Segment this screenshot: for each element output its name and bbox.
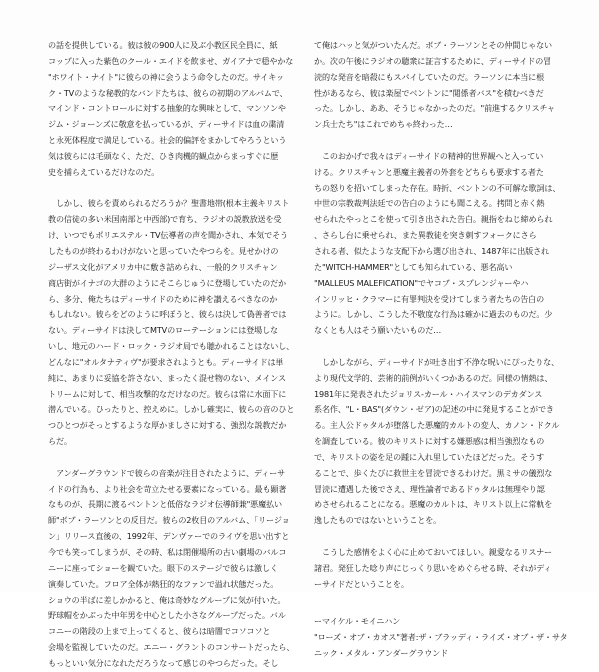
text-line: なものが、長期に渡るベントンと低俗なラジオ伝導師兼"悪魔払い	[48, 499, 282, 510]
text-line: より現代文学的、芸術的前例がいくつかあるのだ。同様の情熱は、	[314, 372, 553, 383]
text-line: 演奏していた。フロア全体が熱狂的なファンで溢れ状態だった。	[48, 578, 279, 589]
text-line: 諸君。発狂した唸り声にじっくり思いをめぐらせる時、それがディ	[314, 562, 552, 573]
text-line: イドの行為も、より社会を苛立たせる要素になっている。最も顕著	[48, 483, 287, 494]
text-line: 教の信徒の多い米国南部と中西部)で育ち、ラジオの説教放送を受	[48, 214, 282, 225]
text-line: 性があるなら、彼は楽屋でベントンに"閲係者バス"を積むべきだ	[314, 87, 544, 98]
text-line: た"WITCH-HAMMER"としても知られている、悪名高い	[314, 261, 513, 272]
text-line: の話を提供している。彼は彼の900人に及ぶ小教区民全員に、紙	[48, 40, 278, 50]
right-text-column	[314, 38, 584, 662]
text-line: ちの怒りを招いてしまった存在。時折、ベントンの不可解な歌詞は、	[314, 182, 561, 193]
text-line: 気は彼らには毛頭なく、ただ、ひき肉機的観点からまっすぐに歴	[48, 150, 279, 161]
text-line: 野球帽をかぶった中年男を中心とした小さなグループだった。バル	[48, 610, 286, 621]
text-line: 師"ボブ・ラーソンとの反目だ。彼らの2枚目のアルバム、「リージョ	[48, 515, 290, 526]
text-line: どんなに"オルタナティヴ"が要求されようとも。ディーサイドは単	[48, 356, 284, 367]
credit-book-title-line-2: ニック・メタル・アンダーグラウンド	[314, 648, 449, 659]
text-line: 商店街がイナゴの大群のようにそこらじゅうに登場していたのだか	[48, 277, 286, 288]
text-line: トリームに対して、相当攻撃的なだけなのだ。彼らは常に水面下に	[48, 388, 287, 399]
text-line: け、いつでもポリエステル・TV伝導者の声を聞かされ、本気でそう	[48, 230, 288, 241]
text-line: もしれない。彼らをどのように呼ぼうと、彼らは決して偽善者では	[48, 309, 287, 320]
text-line: 今でも笑ってしまうが、その時、私は閉催場所の古い劇場のバルコ	[48, 547, 287, 557]
text-line: ように。しかし、こうした不敬度な行為は確かに過去のものだ。少	[314, 309, 553, 320]
text-line: めさせられることになる。悪魔のカルトは、キリスト以上に常軌を	[314, 499, 553, 510]
paragraph-gap	[48, 181, 312, 197]
text-line: インリッヒ・クラマーに有罪判決を受けてしまう者たちの告白の	[314, 293, 545, 304]
text-line: 1981年に発表されたジョリス-カール・ハイスマンのデカダンス	[314, 388, 543, 399]
text-line: ジーザス文化がアメリカ中に敷き詰められ、一般的クリスチャン	[48, 261, 278, 272]
text-line: しかし、彼らを責められるだろうか？聖書地帯(根本主義キリスト	[48, 198, 290, 209]
text-line: らだ。	[48, 436, 72, 447]
text-line: 潜んでいる。ひったりと、控えめに。しかし確実に、彼らの音のひと	[48, 404, 295, 415]
text-line: コニーの階段の上まで上ってくると、彼らは暗闇でコソコソと	[48, 626, 271, 637]
text-line: ける。クリスチャンと悪魔主義者の外套をどちらも要求する者た	[314, 166, 544, 177]
paragraph-gap	[314, 133, 584, 149]
text-line: マインド・コントロールに対する抽象的な興味として、マンソンや	[48, 103, 286, 114]
text-line: 冒涜に遭遇した後でさえ、理性論者であるドゥタルは無理やり認	[314, 483, 545, 494]
text-line: て俺はハッと気がついたんだ。ボブ・ラーソンとその仲間じゃない	[314, 40, 552, 50]
paragraph-gap	[314, 339, 584, 355]
text-line: を調査している。彼のキリストに対する嫌悪感は相当強烈なもの	[314, 436, 545, 447]
credit-author: ーマイケル・モイニハン	[314, 616, 401, 627]
left-text-column	[48, 38, 312, 672]
author-credit-block	[314, 614, 584, 662]
text-line: った。しかし、ああ、そうじゃなかったのだ。"前進するクリスチャ	[314, 103, 555, 114]
text-line: したものが終わるわけがないと思っていたやつらを。見せかけの	[48, 245, 279, 256]
text-line: 、さらし台に乗せられ、また異教徒を突き刺すフォークにさら	[314, 230, 537, 241]
text-line: こうした感情をよく心に止めておいてほしい。親愛なるリスナー	[314, 547, 552, 557]
text-line: "MALLEUS MALEFICATION"でヤコブ・スプレンジャーやハ	[314, 277, 529, 288]
paragraph-gap	[48, 450, 312, 466]
text-line: で、キリストの姿を足の踵に入れ里していたほどだった。そうす	[314, 451, 545, 462]
text-line: ニーに座ってショーを観ていた。眼下のステージで彼らは激しく	[48, 562, 278, 573]
text-line: しかしながら、ディーサイドが吐き出す不浄な呪いにぴったりな、	[314, 356, 560, 367]
text-line: せられたやっとこを使って引き出された告白。親指をねじ締められ	[314, 214, 553, 225]
text-line: いし、地元のハード・ロック・ラジオ局でも聴かれることはないし、	[48, 341, 295, 352]
text-line: コップに入った紫色のクール・エイドを飲ませ、ガイアナで穏やかな	[48, 55, 294, 66]
text-line: ン兵士たち"はこれでめちゃ終わった…	[314, 119, 453, 130]
text-line: もっといい気分になれただろうなって感じのやつらだった。そし	[48, 657, 279, 668]
text-line: アンダーグラウンドで彼らの音楽が注目されたように、ディーサ	[48, 467, 286, 478]
text-line: ク・TVのような秘教的なバンドたちは、彼らの初期のアルバムで、	[48, 87, 288, 98]
text-line: このおかげで我々はディーサイドの精神的世界観へと入ってい	[314, 150, 544, 161]
text-line: る。主人公ドゥタルが堕落した悪魔的カルトの変人、カノン・ドクル	[314, 420, 560, 431]
paragraph-gap	[314, 529, 584, 545]
text-line: ジム・ジョーンズに敬意を払っているが、ディーサイドは血の粛清	[48, 119, 285, 130]
text-line: される者、似たような支配下から選び出され、1487年に出版され	[314, 245, 549, 256]
text-line: ら、多分、俺たちはディーサイドのために神を讃えるべきなのか	[48, 293, 278, 304]
text-line: なくとも人はそう願いたいものだ…	[314, 325, 442, 336]
text-line: 会場を監視していたのだ。エニー・グラントのコンサートだったら、	[48, 642, 295, 653]
text-line: 系名作、"L・BAS"(ダウン・ゼア)の記述の中に発見することができ	[314, 404, 554, 415]
paragraph-gap	[314, 593, 584, 609]
credit-book-title-line-1: "ローズ・オブ・カオス"著者:ザ・ブラッディ・ライズ・オブ・ザ・サタ	[314, 632, 568, 643]
text-line: 涜的な発音を暗殺にもスパイしていたのだ。ラーソンに本当に根	[314, 71, 545, 82]
text-line: と永死体程度で満足している。社会的偏評をまかしてやろうという	[48, 135, 287, 146]
text-line: 逸したものではないということを。	[314, 515, 442, 526]
text-line: ン」リリース直後の、1992年、デンヴァーでのライヴを思い出すと	[48, 531, 290, 542]
text-line: ることで、歩くたびに救世主を冒涜できるわけだ。黒ミサの儀烈な	[314, 467, 553, 478]
right-body-text	[314, 38, 584, 608]
text-line: ない。ディーサイドは決してMTVのローテーションには登場しな	[48, 325, 278, 336]
text-line: つひとつがそっとするような厚かましさに対する、強烈な説教だか	[48, 420, 287, 431]
text-line: ショウの半ばに差しかかると、俺は奇妙なグループに気が付いた。	[48, 594, 286, 605]
text-line: "ホワイト・ナイト"に彼らの神に会うよう命令したのだ。サイキッ	[48, 71, 284, 82]
text-line: 史を捕らえているだけなのだ。	[48, 166, 160, 177]
text-line: 中世の宗教裁判法廷での告白のようにも聞こえる。拷問と赤く熱	[314, 198, 545, 209]
text-line: 純に、あまりに妥協を許さない、まったく混せ物のない、メインス	[48, 372, 286, 383]
text-line: か。次の午後にラジオの聴衆に証言するために、ディーサイドの冒	[314, 55, 552, 66]
text-line: ーサイドだということを。	[314, 578, 409, 589]
